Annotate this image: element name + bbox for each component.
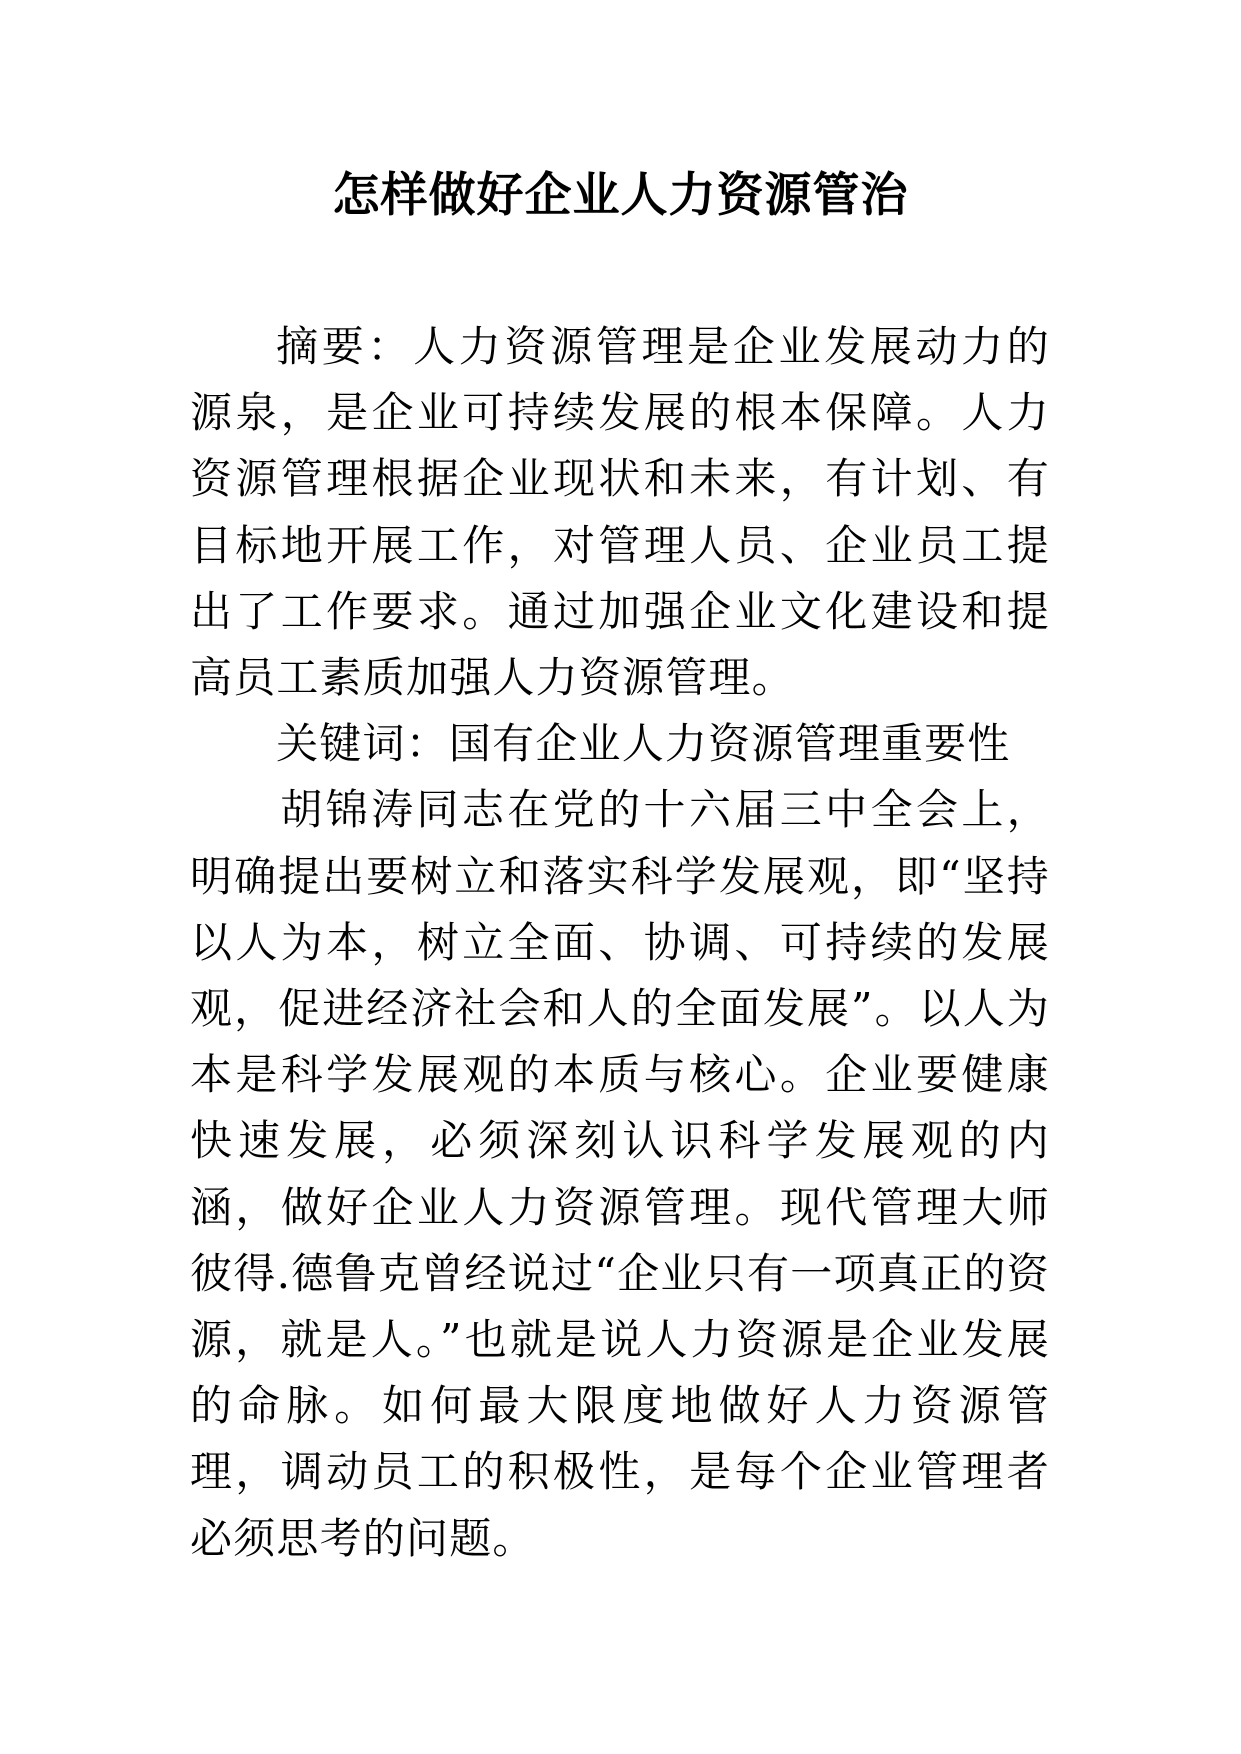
- document-body: [190, 314, 1050, 1572]
- keywords-paragraph: 关键词：国有企业人力资源管理重要性: [276, 719, 1011, 769]
- body-paragraph: 胡锦涛同志在党的十六届三中全会上，明确提出要树立和落实科学发展观，即“坚持以人为本，树立全面、协调、可持续的发展观，促进经济社会和人的全面发展”。以人为本是科学发展观的本质与核心。企业要健康快速发展，必须深刻认识科学发展观的内涵，做好企业人力资源管理。现代管理大师彼得.德鲁克曾经说过“企业只有一项真正的资源，就是人。”也就是说人力资源是企业发展的命脉。如何最大限度地做好人力资源管理，调动员工的积极性，是每个企业管理者必须思考的问题。: [190, 785, 1050, 1563]
- abstract-paragraph: 摘要：人力资源管理是企业发展动力的源泉，是企业可持续发展的根本保障。人力资源管理根据企业现状和未来，有计划、有目标地开展工作，对管理人员、企业员工提出了工作要求。通过加强企业文化建设和提高员工素质加强人力资源管理。: [190, 322, 1050, 703]
- document-title: 怎样做好企业人力资源管治: [332, 168, 909, 223]
